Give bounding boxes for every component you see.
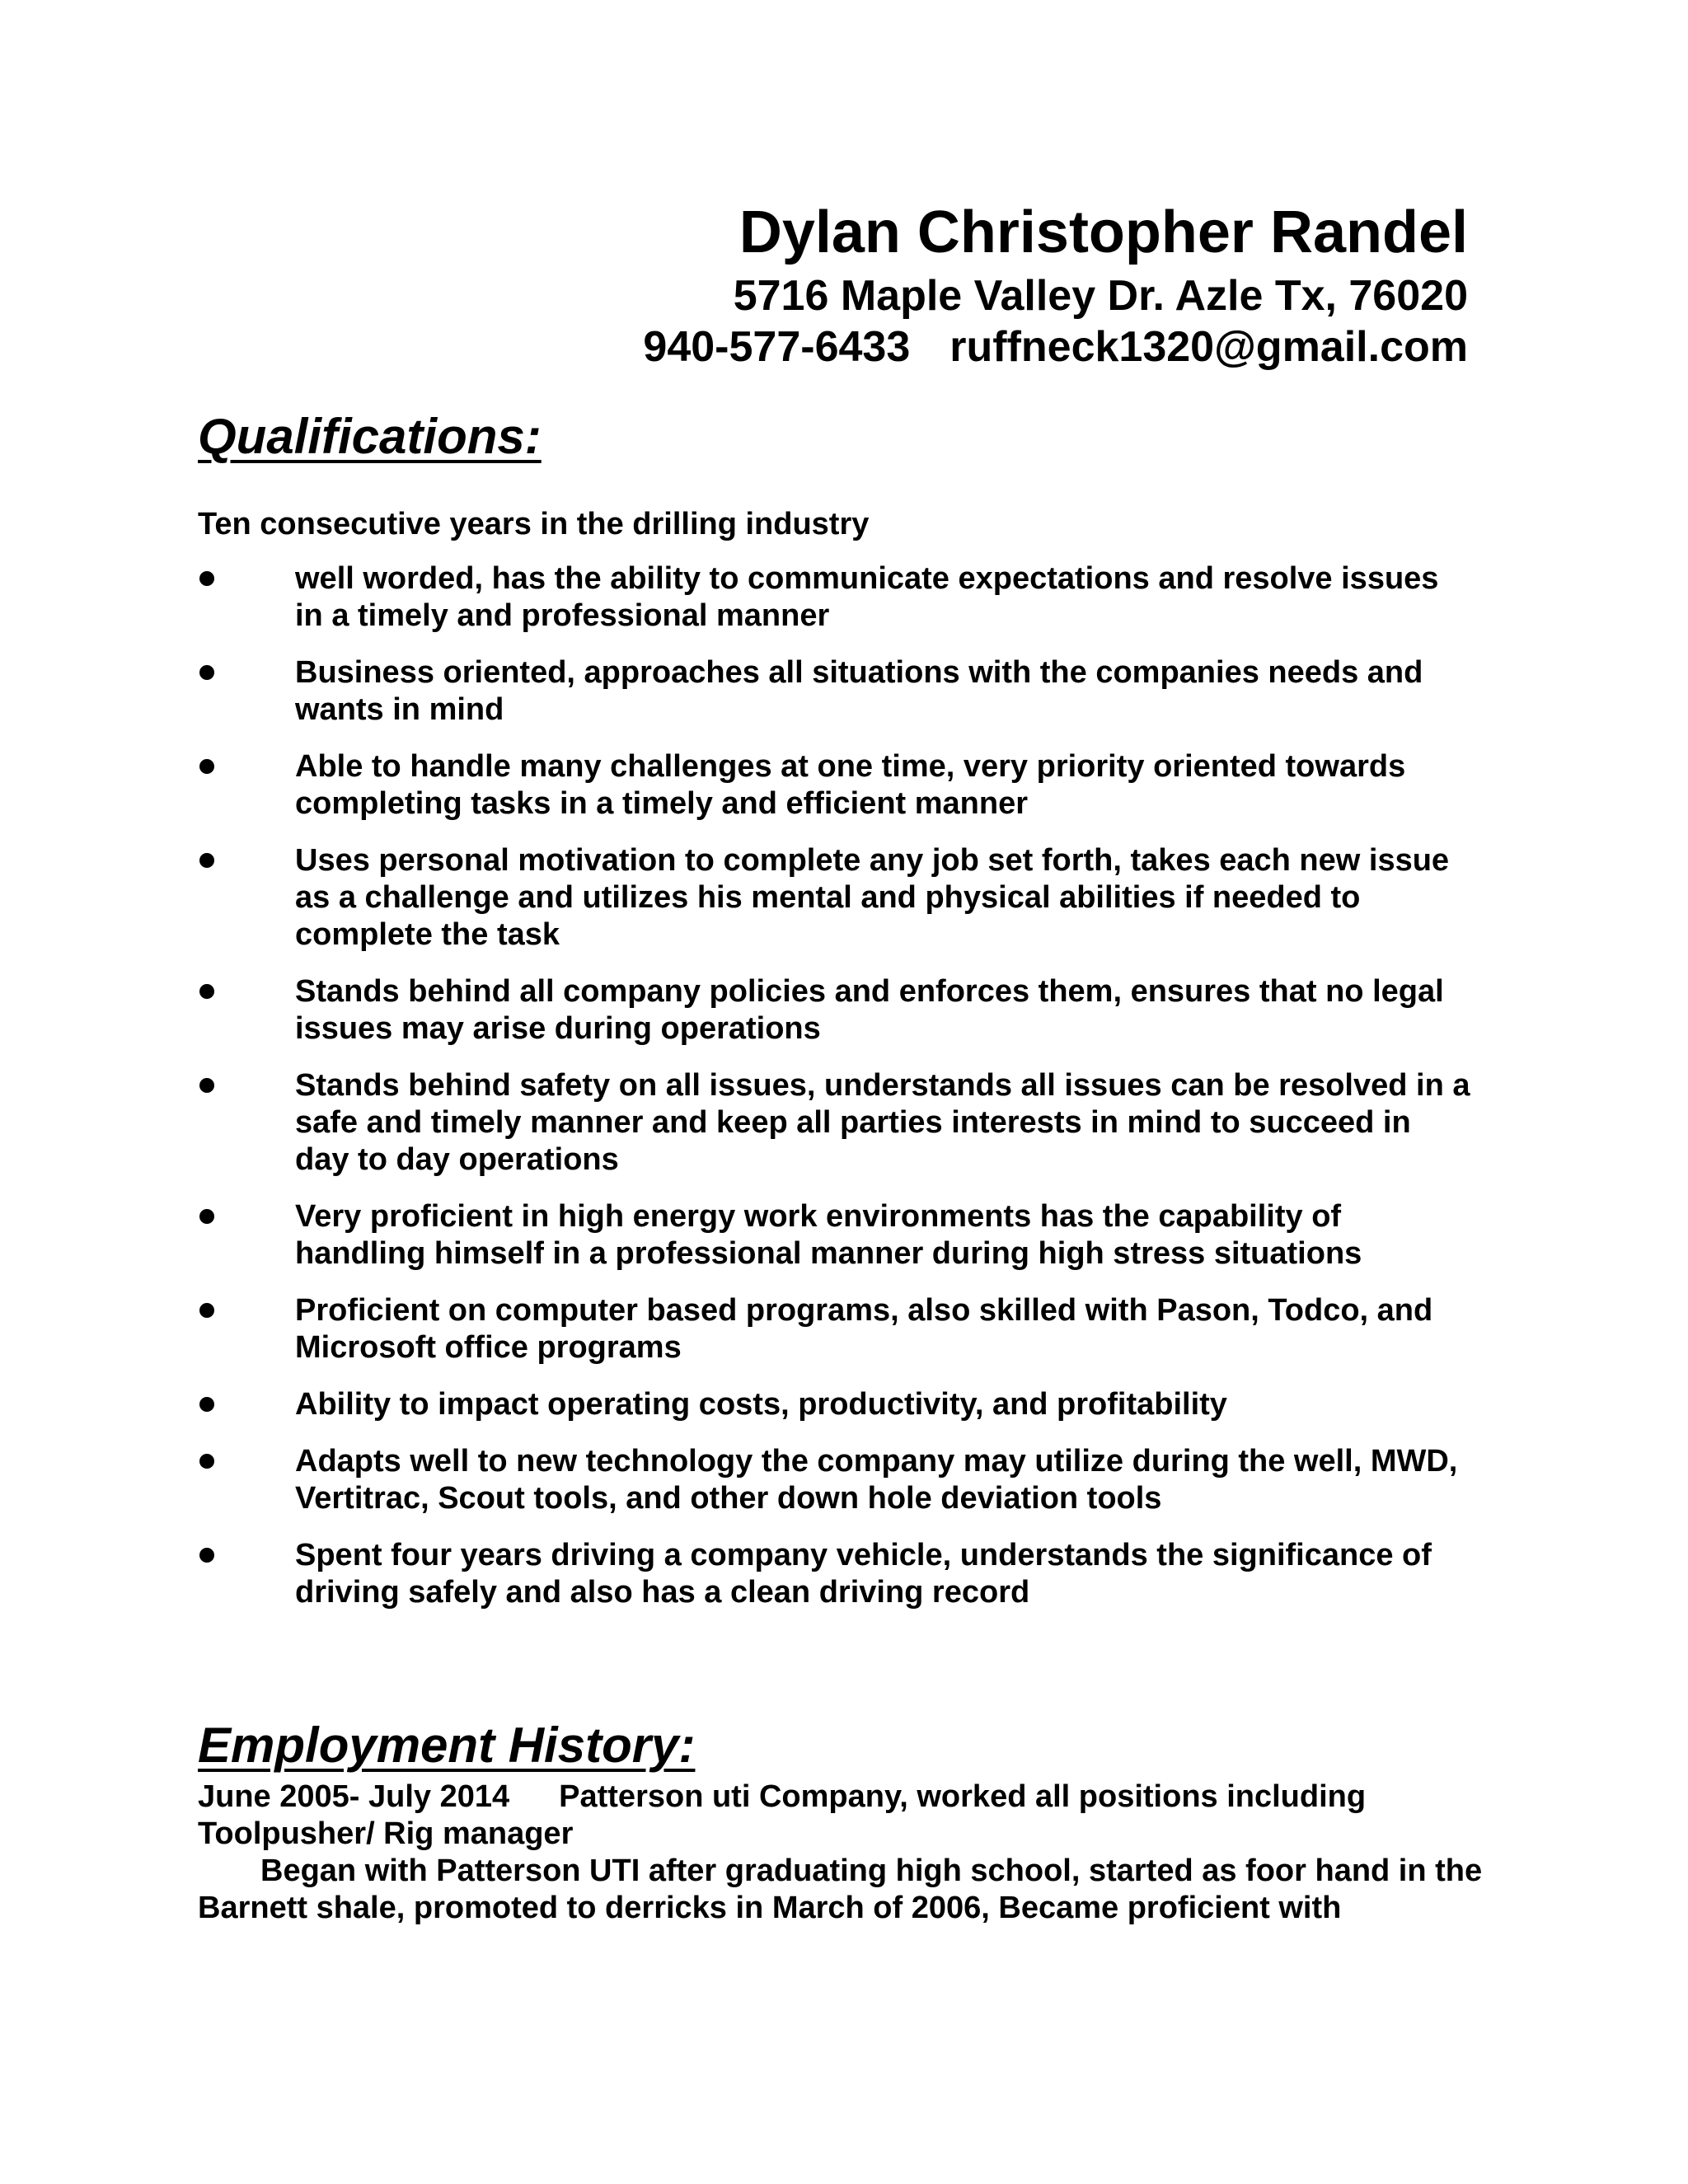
qualification-item	[198, 560, 1471, 635]
bullet-icon	[199, 1078, 214, 1093]
qualification-text: Able to handle many challenges at one time, very priority oriented towards completing tasks in a timely and efficient manner	[295, 749, 1406, 821]
bullet-icon	[199, 853, 214, 868]
bullet-icon	[199, 665, 214, 680]
applicant-name: Dylan Christopher Randel	[738, 199, 1468, 265]
qualification-text: well worded, has the ability to communicate expectations and resolve issues in a timely and professional manner	[295, 561, 1439, 633]
qualification-item	[198, 1292, 1471, 1366]
resume-header	[643, 194, 1468, 373]
qualification-item	[198, 1386, 1471, 1423]
qualification-item	[198, 1067, 1471, 1179]
bullet-icon	[199, 1548, 214, 1563]
employment-summary-line	[198, 1779, 1484, 1853]
qualification-text: Ability to impact operating costs, productivity, and profitability	[295, 1387, 1227, 1422]
employment-entry	[198, 1779, 1484, 1927]
qualification-text: Spent four years driving a company vehicle, understands the significance of driving safely and also has a clean driving record	[295, 1538, 1432, 1610]
bullet-icon	[199, 1454, 214, 1469]
employment-dates: June 2005- July 2014	[198, 1779, 510, 1814]
qualification-item	[198, 973, 1471, 1047]
applicant-phone: 940-577-6433	[643, 323, 911, 371]
qualification-item	[198, 842, 1471, 954]
bullet-icon	[199, 1303, 214, 1318]
qualification-text: Uses personal motivation to complete any job set forth, takes each new issue as a challenge and utilizes his mental and physical abilities if needed to complete the task	[295, 843, 1450, 952]
qualification-text: Business oriented, approaches all situations with the companies needs and wants in mind	[295, 655, 1423, 727]
qualification-item	[198, 1537, 1471, 1611]
applicant-address: 5716 Maple Valley Dr. Azle Tx, 76020	[733, 272, 1468, 320]
qualifications-list	[198, 560, 1471, 1631]
contact-line	[643, 321, 1468, 373]
bullet-icon	[199, 1209, 214, 1224]
bullet-icon	[199, 571, 214, 586]
applicant-email: ruffneck1320@gmail.com	[950, 323, 1468, 371]
bullet-icon	[199, 1397, 214, 1412]
qualification-text: Very proficient in high energy work environments has the capability of handling himself in a professional manner during high stress situations	[295, 1199, 1362, 1271]
bullet-icon	[199, 759, 214, 774]
qualification-text: Stands behind all company policies and enforces them, ensures that no legal issues may arise during operations	[295, 974, 1444, 1046]
qualification-text: Proficient on computer based programs, also skilled with Pason, Todco, and Microsoft office programs	[295, 1293, 1433, 1365]
qualifications-heading: Qualifications:	[198, 409, 542, 464]
bullet-icon	[199, 984, 214, 999]
employment-description: Began with Patterson UTI after graduating high school, started as foor hand in the Barnett shale, promoted to derricks in March of 2006, Became proficient with	[198, 1854, 1483, 1925]
qualification-item	[198, 1198, 1471, 1272]
employment-summary: Patterson uti Company, worked all positions including Toolpusher/ Rig manager	[198, 1779, 1367, 1851]
qualification-item	[198, 748, 1471, 823]
qualification-item	[198, 1443, 1471, 1517]
qualification-text: Adapts well to new technology the company may utilize during the well, MWD, Vertitrac, Scout tools, and other down hole deviation tools	[295, 1444, 1458, 1516]
qualifications-intro: Ten consecutive years in the drilling industry	[198, 507, 870, 541]
employment-heading: Employment History:	[198, 1718, 696, 1773]
qualification-text: Stands behind safety on all issues, understands all issues can be resolved in a safe and timely manner and keep all parties interests in mind to succeed in day to day operations	[295, 1068, 1470, 1177]
qualification-item	[198, 654, 1471, 729]
